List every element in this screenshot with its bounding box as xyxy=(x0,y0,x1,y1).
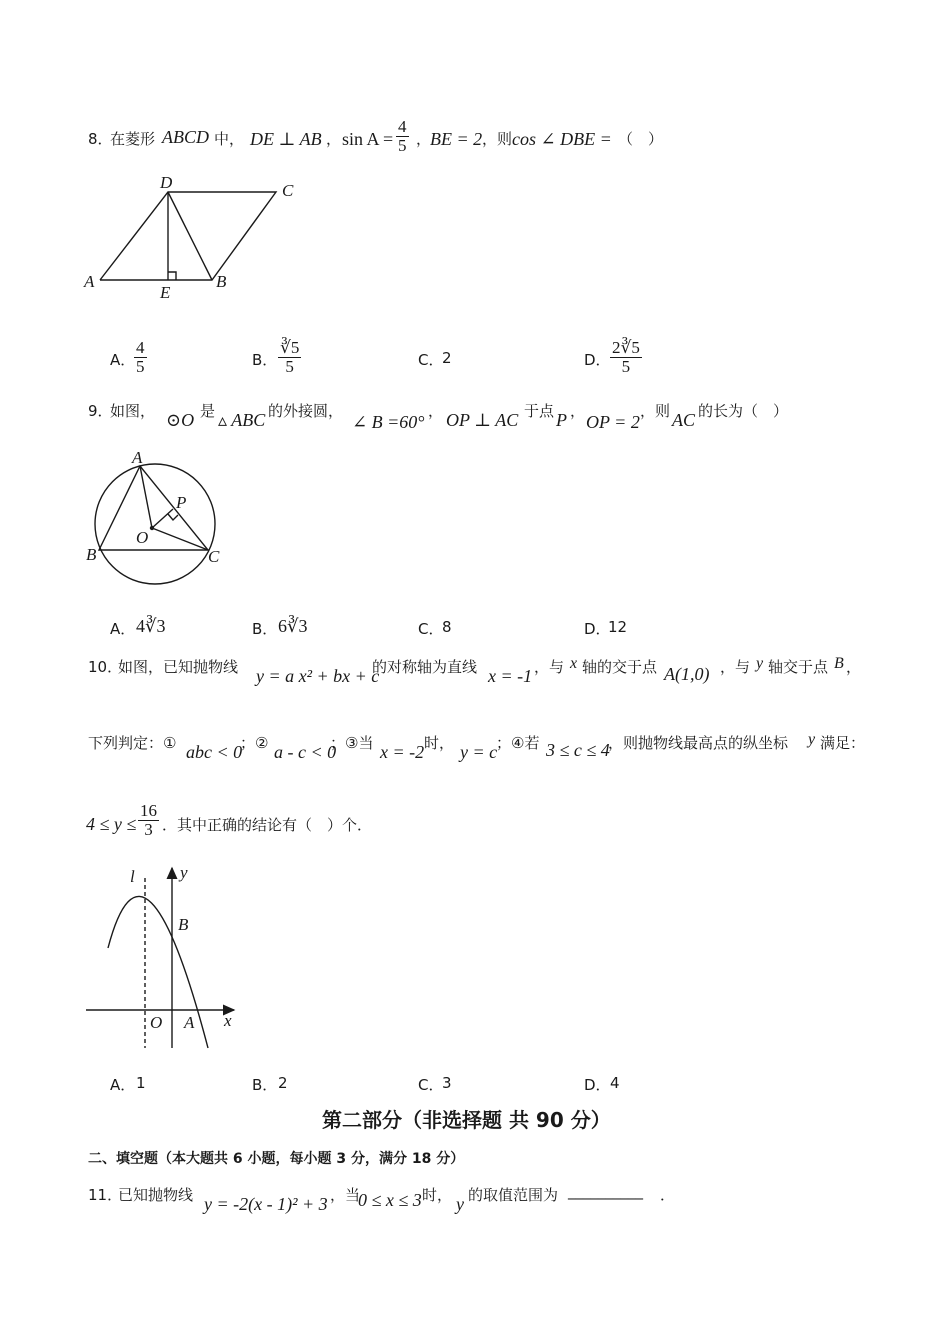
q11-number: 11． xyxy=(88,1186,123,1204)
label-c: C xyxy=(282,181,294,200)
q10-x-var: x xyxy=(570,655,578,672)
q9-option-c-value: 8 xyxy=(442,618,452,636)
label-c: C xyxy=(208,547,220,566)
q9-option-b-value: 6∛3 xyxy=(278,616,308,636)
q8-option-d-num: 2∛5 xyxy=(612,338,640,357)
q9-option-d-letter: D． xyxy=(584,620,611,638)
q10-sep-3: ；③当 xyxy=(330,734,374,752)
q10-option-b-value: 2 xyxy=(278,1074,288,1092)
q9-option-a-letter: A． xyxy=(110,620,136,638)
circle-figure xyxy=(82,448,232,596)
q9-sep-2: ， xyxy=(570,402,586,420)
q8-be: BE = 2 xyxy=(430,129,483,149)
q8-fraction xyxy=(396,118,409,155)
q10-option-d-value: 4 xyxy=(610,1074,620,1092)
q9-number: 9． xyxy=(88,402,113,420)
q8-option-b-num: ∛5 xyxy=(280,338,300,357)
q10-range-den: 3 xyxy=(144,820,153,839)
label-a: A xyxy=(132,448,143,467)
q10-option-c-letter: C． xyxy=(418,1076,444,1094)
q11-answer-blank[interactable]: __________ xyxy=(568,1182,643,1200)
label-p: P xyxy=(176,493,187,512)
q10-judge-intro: 下列判定：① xyxy=(88,734,177,752)
parabola-figure xyxy=(84,858,244,1056)
q10-text-5: ，与 xyxy=(720,658,751,676)
q10-point-b: B xyxy=(834,655,844,672)
q10-sep-5: ，则抛物线最高点的纵坐标 xyxy=(608,734,789,752)
q8-fraction-den: 5 xyxy=(398,136,407,155)
q9-text-4: 于点 xyxy=(524,402,555,420)
q8-sin-a: sin A = xyxy=(342,129,394,149)
q9-option-d-value: 12 xyxy=(608,618,628,636)
q11-text-1: 已知抛物线 xyxy=(118,1186,194,1204)
label-a: A xyxy=(84,272,95,291)
label-x: x xyxy=(224,1011,232,1030)
label-a: A xyxy=(184,1013,195,1032)
q10-equation: y = a x² + bx + c xyxy=(256,666,380,686)
q10-option-d-letter: D． xyxy=(584,1076,611,1094)
q10-range-post: ．其中正确的结论有（ ）个． xyxy=(162,816,373,834)
q8-abcd: ABCD xyxy=(162,127,209,147)
q8-comma-2: ， xyxy=(416,130,432,148)
label-o: O xyxy=(136,528,149,547)
q8-option-d-value xyxy=(610,339,642,376)
q11-text-3: 时， xyxy=(422,1186,453,1204)
q10-option-c-value: 3 xyxy=(442,1074,452,1092)
q10-text-3: ，与 xyxy=(534,658,565,676)
q10-claim-1: abc < 0 xyxy=(186,742,243,762)
q8-option-a-letter: A． xyxy=(110,351,136,369)
q9-text-1: 如图， xyxy=(110,402,156,420)
q10-option-b-letter: B． xyxy=(252,1076,278,1094)
q10-option-a-value: 1 xyxy=(136,1074,146,1092)
q10-y-var: y xyxy=(756,655,764,672)
label-b: B xyxy=(86,545,97,564)
q8-option-a-den: 5 xyxy=(136,357,145,376)
q10-text-7: ， xyxy=(846,658,862,676)
q10-claim-3b: y = c xyxy=(460,742,498,762)
label-b: B xyxy=(216,272,227,291)
q9-option-c-letter: C． xyxy=(418,620,444,638)
q10-text-4: 轴的交于点 xyxy=(582,658,658,676)
q9-circle: ⊙O xyxy=(166,410,195,430)
q9-p: P xyxy=(556,410,567,430)
q10-number: 10． xyxy=(88,658,123,676)
q9-text-3: 的外接圆， xyxy=(268,402,344,420)
q8-fraction-num: 4 xyxy=(398,117,407,136)
q8-option-c-value: 2 xyxy=(442,349,452,367)
q10-range-fraction xyxy=(138,802,159,839)
q8-number: 8． xyxy=(88,130,113,148)
q10-point-a: A(1,0) xyxy=(664,664,710,684)
q10-range-pre: 4 ≤ y ≤ xyxy=(86,814,137,834)
q9-ac: AC xyxy=(672,410,696,430)
q11-y-var: y xyxy=(456,1194,464,1214)
q8-option-d-den: 5 xyxy=(621,357,631,376)
label-b: B xyxy=(178,915,189,934)
q9-option-a-value: 4∛3 xyxy=(136,616,166,636)
rhombus-figure xyxy=(80,170,310,305)
q8-comma-1: ， xyxy=(326,130,342,148)
q9-triangle: ▵ ABC xyxy=(218,410,266,430)
q8-text-1: 在菱形 xyxy=(110,130,156,148)
part-2-title: 第二部分（非选择题 共 90 分） xyxy=(322,1108,611,1132)
q9-op2: OP = 2 xyxy=(586,412,640,432)
q9-option-b-letter: B． xyxy=(252,620,278,638)
q8-option-a-value xyxy=(134,339,147,376)
label-d: D xyxy=(160,173,173,192)
q9-text-5: ，则 xyxy=(640,402,671,420)
q11-end: ． xyxy=(660,1186,676,1204)
q11-equation: y = -2(x - 1)² + 3 xyxy=(204,1194,328,1214)
q8-option-b-letter: B． xyxy=(252,351,278,369)
q8-text-3: ，则 xyxy=(482,130,513,148)
q8-de-ab: DE ⊥ AB xyxy=(250,129,322,149)
q10-claim-4: 3 ≤ c ≤ 4 xyxy=(546,740,610,760)
q9-text-2: 是 xyxy=(200,402,216,420)
q9-text-6: 的长为（ ） xyxy=(698,402,789,420)
label-l: l xyxy=(130,867,135,886)
q10-claim-2: a - c < 0 xyxy=(274,742,337,762)
q10-text-1: 如图，已知抛物线 xyxy=(118,658,239,676)
q8-option-b-den: 5 xyxy=(285,357,294,376)
q10-sep-4: ；④若 xyxy=(496,734,540,752)
q10-axis: x = -1 xyxy=(488,666,533,686)
q10-claim-3a: x = -2 xyxy=(380,742,425,762)
q11-text-4: 的取值范围为 xyxy=(468,1186,559,1204)
q9-sep-1: ， xyxy=(428,402,444,420)
q8-option-c-letter: C． xyxy=(418,351,444,369)
q10-y-var-2: y xyxy=(808,731,816,748)
label-o: O xyxy=(150,1013,163,1032)
q8-paren: （ ） xyxy=(618,130,664,148)
q11-text-2: ，当 xyxy=(330,1186,361,1204)
q8-text-2: 中， xyxy=(214,130,245,148)
q8-option-d-letter: D． xyxy=(584,351,611,369)
q10-range-num: 16 xyxy=(140,801,157,820)
q9-op-ac: OP ⊥ AC xyxy=(446,410,519,430)
q10-text-6: 轴交于点 xyxy=(768,658,829,676)
q10-text-2: 的对称轴为直线 xyxy=(372,658,478,676)
q8-option-a-num: 4 xyxy=(136,338,145,357)
q10-sep-2: ；② xyxy=(240,734,269,752)
label-e: E xyxy=(160,283,171,302)
q8-cos: cos ∠ DBE = xyxy=(512,129,612,149)
section-fill-blank: 二、填空题（本大题共 6 小题，每小题 3 分，满分 18 分） xyxy=(88,1151,465,1167)
q10-sep-3b: 时， xyxy=(424,734,455,752)
q9-angle: ∠ B =60° xyxy=(352,412,425,432)
q8-option-b-value xyxy=(278,339,301,376)
label-y: y xyxy=(180,863,188,882)
q10-option-a-letter: A． xyxy=(110,1076,136,1094)
q10-sep-6: 满足： xyxy=(820,734,866,752)
q11-range: 0 ≤ x ≤ 3 xyxy=(358,1190,422,1210)
